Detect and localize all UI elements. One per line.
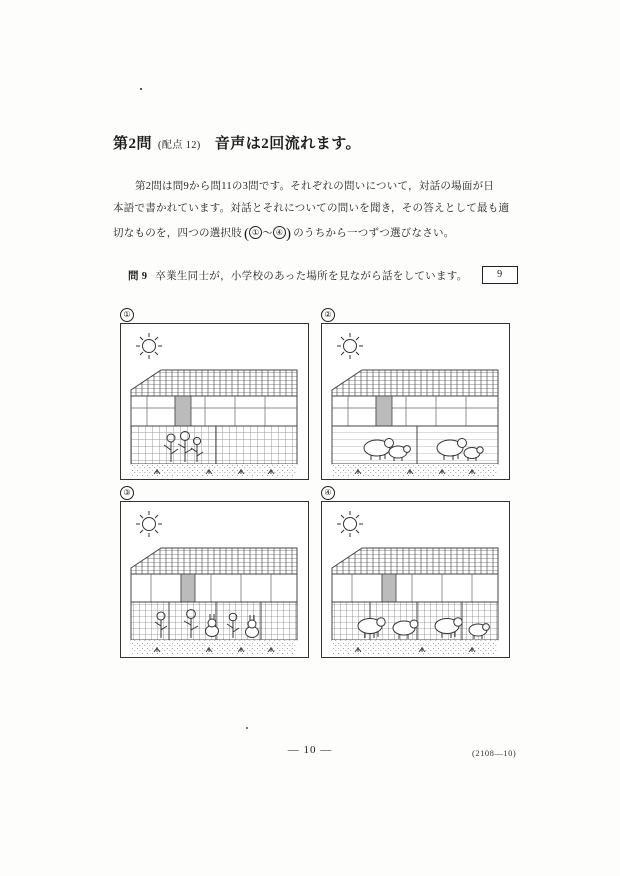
question-9-text: 卒業生同士が，小学校のあった場所を見ながら話をしています。 (155, 270, 468, 282)
option-2-label: ② (321, 308, 335, 322)
option-3-label: ③ (120, 486, 134, 500)
page-bottom-speck (246, 727, 248, 729)
answer-choice-4[interactable] (321, 486, 510, 658)
question-9-number: 問 9 (128, 270, 148, 282)
option-1-label-wrap (120, 308, 309, 321)
question-9-answer-box: 9 (482, 266, 518, 284)
instructions-line-3-prefix: 切なものを，四つの選択肢 (113, 228, 242, 240)
paren-close: ) (286, 226, 292, 243)
option-4-label-wrap (321, 486, 510, 499)
answer-choice-figures (120, 308, 510, 664)
choice-range-group (242, 219, 293, 250)
option-2-label-wrap (321, 308, 510, 321)
figure-row-top (120, 308, 510, 480)
page-number: — 10 — (287, 744, 333, 756)
instructions-line-3-suffix: のうちから一つずつ選びなさい。 (293, 228, 455, 240)
answer-choice-2[interactable] (321, 308, 510, 480)
instructions-paragraph (113, 176, 513, 250)
question-9-line (128, 266, 518, 284)
form-code: (2108—10) (472, 748, 517, 758)
choice-range-tilde: 〜 (262, 228, 273, 240)
option-4-illustration[interactable] (321, 501, 510, 658)
paren-open: ( (244, 226, 250, 243)
option-3-illustration[interactable] (120, 501, 309, 658)
answer-choice-1[interactable] (120, 308, 309, 480)
section-points: (配点 12) (158, 140, 201, 151)
choice-first-circled: ① (249, 226, 262, 239)
option-1-label: ① (120, 308, 134, 322)
answer-choice-3[interactable] (120, 486, 309, 658)
instructions-line-1: 第2問は問9から問11の3問です。それぞれの問いについて，対話の場面が日 (135, 181, 495, 192)
choice-last-circled: ④ (273, 226, 286, 239)
figure-row-bottom (120, 486, 510, 658)
option-3-label-wrap (120, 486, 309, 499)
section-heading (113, 132, 533, 153)
page-top-speck (140, 88, 142, 90)
instructions-line-2: 本語で書かれています。対話とそれについての問いを聞き，その答えとして最も適 (113, 202, 510, 214)
option-1-illustration[interactable] (120, 323, 309, 480)
section-question-label: 第2問 (113, 136, 153, 152)
audio-replay-note: 音声は2回流れます。 (214, 136, 361, 152)
option-4-label: ④ (321, 486, 335, 500)
option-2-illustration[interactable] (321, 323, 510, 480)
